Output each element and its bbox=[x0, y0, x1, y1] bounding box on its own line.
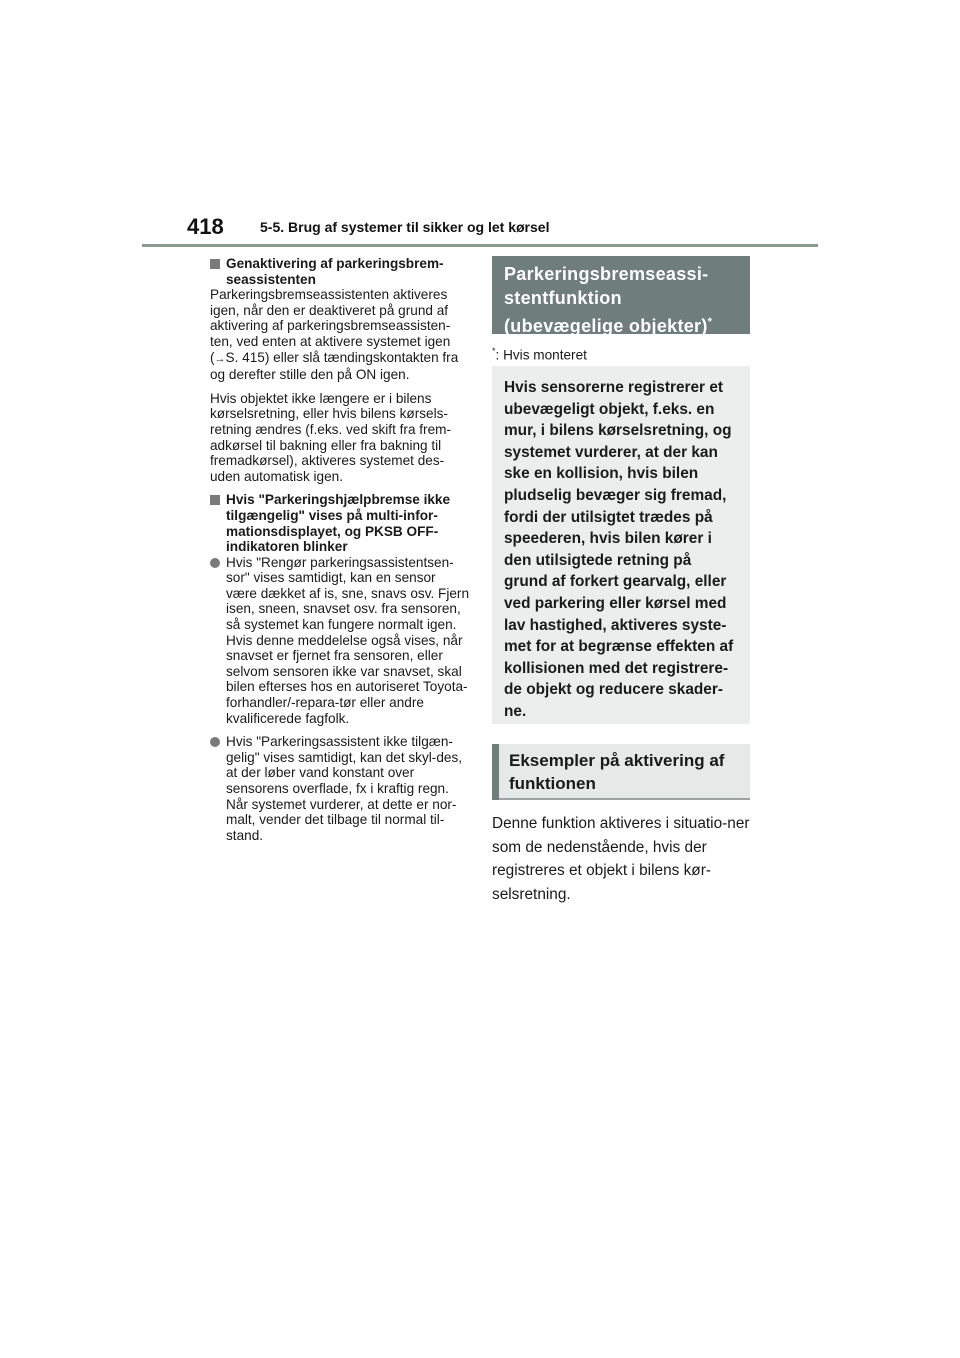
square-bullet-icon bbox=[210, 259, 220, 269]
list-item bbox=[210, 555, 470, 727]
footnote bbox=[492, 346, 587, 363]
circle-bullet-icon bbox=[210, 737, 220, 747]
examples-heading bbox=[492, 744, 750, 800]
circle-bullet-icon bbox=[210, 558, 220, 568]
section-heading-text: Genaktivering af parkeringsbrem-seassistenten bbox=[226, 256, 444, 287]
footnote-text: : Hvis monteret bbox=[495, 347, 587, 363]
section-title-line: stentfunktion bbox=[504, 288, 622, 308]
list-item-text: Hvis "Rengør parkeringsassistentsen-sor" vises samtidigt, kan en sensor være dækket af is, sne, snavs osv. Fjern isen, sneen, snavset osv. fra sensoren, så systemet kan fungere normalt igen. Hvis denne meddelelse også vises, når snavset er fjernet fra sensoren, eller selvom sensoren ikke var snavset, skal bilen efterses hos en autoriseret Toyota-forhandler/-repara-tør eller andre kvalificerede fagfolk. bbox=[226, 554, 470, 726]
left-column bbox=[210, 256, 470, 851]
section-title-line: Parkeringsbremseassi- bbox=[504, 264, 709, 284]
section-title-line: (ubevægelige objekter) bbox=[504, 316, 708, 336]
page-number: 418 bbox=[187, 214, 224, 239]
section-heading-unavailable bbox=[210, 492, 470, 554]
list-item-text: Hvis "Parkeringsassistent ikke tilgæn-gelig" vises samtidigt, kan det skyl-des, at der løber vand konstant over sensorens overflade, fx i kraftig regn. Når systemet vurderer, at dette er nor-malt, vender det tilbage til normal til-stand. bbox=[226, 734, 463, 843]
section-heading-reactivation bbox=[210, 256, 470, 287]
heading-underline bbox=[499, 798, 750, 800]
page-reference: S. 415) eller slå tændingskontakten fra og derefter stille den på ON igen. bbox=[210, 349, 459, 383]
arrow-icon: → bbox=[214, 352, 226, 365]
reactivation-paragraph-2: Hvis objektet ikke længere er i bilens kørselsretning, eller hvis bilens kørsels-retning ændres (f.eks. ved skift fra frem-adkørsel til bakning eller fra bakning til fremadkørsel), aktiveres systemet des-uden automatisk igen. bbox=[210, 390, 451, 484]
section-title-box bbox=[492, 256, 750, 334]
header-rule bbox=[142, 244, 818, 247]
summary-box: Hvis sensorerne registrerer et ubevægeligt objekt, f.eks. en mur, i bilens kørselsretning, og systemet vurderer, at der kan ske en kollision, hvis bilen pludselig bevæger sig fremad, fordi der utilsigtet trædes på speederen, hvis bilen kører i den utilsigtede retning på grund af forkert gearvalg, eller ved parkering eller kørsel med lav hastighed, aktiveres syste-met for at begrænse effekten af kollisionen med det registrere-de objekt og reducere skader-ne. bbox=[492, 366, 750, 724]
section-heading-text: Hvis "Parkeringshjælpbremse ikke tilgængelig" vises på multi-infor-mationsdisplayet, og PKSB OFF-indikatoren blinker bbox=[226, 492, 451, 555]
reactivation-paragraph bbox=[210, 287, 470, 383]
footnote-marker: * bbox=[492, 346, 496, 356]
square-bullet-icon bbox=[210, 495, 220, 505]
examples-heading-text: Eksempler på aktivering af funktionen bbox=[509, 751, 725, 793]
chapter-title: 5-5. Brug af systemer til sikker og let kørsel bbox=[260, 219, 550, 235]
list-item bbox=[210, 734, 470, 843]
examples-paragraph: Denne funktion aktiveres i situatio-ner som de nedenstående, hvis der registreres et objekt i bilens kør-selsretning. bbox=[492, 815, 750, 903]
footnote-marker: * bbox=[707, 316, 713, 328]
body-text: Parkeringsbremseassistenten aktiveres igen, når den er deaktiveret på grund af aktivering af parkeringsbremseassisten-ten, ved enten at aktivere systemet igen ( bbox=[210, 287, 451, 365]
